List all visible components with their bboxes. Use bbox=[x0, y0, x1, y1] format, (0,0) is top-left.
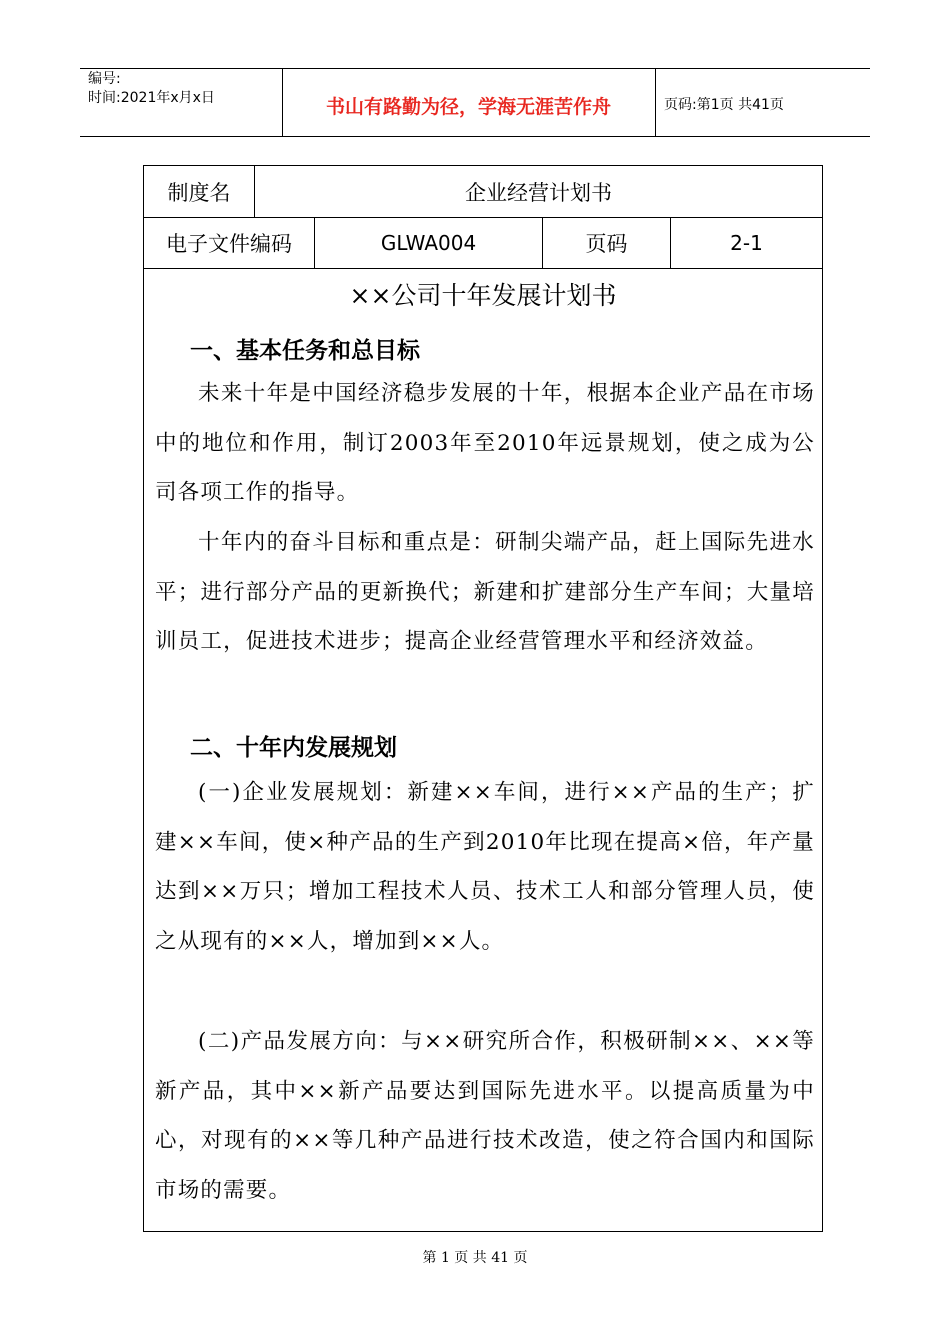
header-meta bbox=[88, 70, 215, 108]
section-heading: 一、基本任务和总目标 bbox=[190, 338, 420, 364]
system-name-value: 企业经营计划书 bbox=[254, 166, 822, 217]
file-code-row bbox=[144, 218, 822, 269]
system-name-label: 制度名 bbox=[167, 180, 231, 205]
document-date: 时间:2021年x月x日 bbox=[88, 90, 215, 106]
file-code-label: 电子文件编码 bbox=[166, 232, 292, 256]
section-heading: 二、十年内发展规划 bbox=[190, 735, 397, 761]
file-code-value: GLWA004 bbox=[314, 218, 542, 268]
header-page-info: 页码:第1页 共41页 bbox=[664, 97, 784, 113]
page-label: 页码 bbox=[542, 218, 670, 268]
header-motto: 书山有路勤为径，学海无涯苦作舟 bbox=[325, 96, 611, 118]
paragraph: (一)企业发展规划：新建××车间，进行××产品的生产；扩建××车间，使×种产品的生产到2010年比现在提高×倍，年产量达到××万只；增加工程技术人员、技术工人和部分管理人员，使之从现有的××人，增加到××人。 bbox=[155, 780, 815, 954]
header-bottom-rule bbox=[80, 136, 870, 137]
header-top-rule bbox=[80, 68, 870, 69]
system-name-row bbox=[144, 166, 822, 218]
document-number: 编号: bbox=[88, 71, 121, 87]
document-title: ××公司十年发展计划书 bbox=[349, 281, 617, 310]
document-table bbox=[143, 165, 823, 1232]
paragraph: 十年内的奋斗目标和重点是：研制尖端产品，赶上国际先进水平；进行部分产品的更新换代；新建和扩建部分生产车间；大量培训员工，促进技术进步；提高企业经营管理水平和经济效益。 bbox=[155, 530, 815, 654]
paragraph: (二)产品发展方向：与××研究所合作，积极研制××、××等新产品，其中××新产品要达到国际先进水平。以提高质量为中心，对现有的××等几种产品进行技术改造，使之符合国内和国际市场的需要。 bbox=[155, 1029, 815, 1203]
paragraph: 未来十年是中国经济稳步发展的十年，根据本企业产品在市场中的地位和作用，制订2003年至2010年远景规划，使之成为公司各项工作的指导。 bbox=[155, 381, 815, 505]
page-footer: 第 1 页 共 41 页 bbox=[422, 1250, 528, 1266]
page-value: 2-1 bbox=[670, 218, 822, 268]
header-divider bbox=[655, 68, 656, 136]
